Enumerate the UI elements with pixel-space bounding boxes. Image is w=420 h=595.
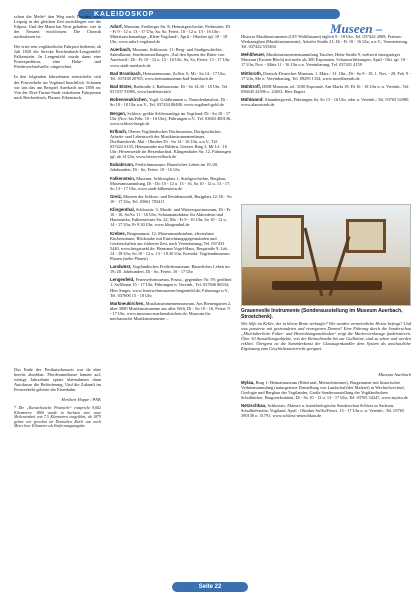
museum-entry: Klingenthal, Schlossstr. 3; Musik- und Wintersportmuseum, Di - Fr 10 - 16, So/So 11 - 16 Uhr; Schaumanufaktur für Akkordeon und Harmonika, Falkensteiner Str. 22; Mo - Fr 9 - 16 Uhr, So 10 - 12 u. 14 - 17 Uhr, Fr 9.30 Uhr, www.klingenthal.de bbox=[110, 207, 231, 228]
photo-caption-body: Wie hilfe im Keller, der in kleine Brote verkaufte? Wie wurden vermeintliche Hexen befragt? Und was passierte mit gestrandeten und verzogenen Damen? Eine Führung durch die Sonderschau „Mittelalterliche Folter- und Hinrichtungsmethoden“ zeigt die Marterwerkzeuge funktionieren. Über 30 Ausstellungsobjekte, von der Beinschraube bis zur Guillotine, sind zu sehen und werden erklärt. Übrigens ist die Sammlerkunst der Glasaugenkundler dem System als anschauliche Ergänzung zum Geschichtsunterricht geeignet. bbox=[241, 321, 411, 352]
left-paragraph-1: schon die Meile“ den Weg nach Dresden oder Leipzig in der gleichen Zeit zurücklegen wie die Eilpost. Und der Mann hat Wort gehalten, wie in der Neuzeit erschlossen. Die Chronik nachzulesen ist. bbox=[14, 14, 101, 40]
museum-entry: Mühlwand: Alaunbergwerk, Führungen Sa, So 13 - 16 Uhr, oder n. Vereinb.; Tel. 03765 52980, www.alaunwerk.de bbox=[241, 97, 410, 108]
museum-entry: Falkenstein, Museum, Schlossplatz 1; Stadtgeschichte, Bergbau, Museumssammlung, Di - Do 10 - 12 u. 13 - 16, Sa 10 - 12 u. 13 - 17, So 13 - 17 Uhr, www.stadt-falkenstein.de bbox=[110, 175, 231, 191]
museum-entry: Bad Brambach, Heimatmuseum, Zollstr. 6; Mi - Sa 14 - 17 Uhr, Tel. 037438 20765, www.heimatmuseum-bad-brambach.de bbox=[110, 70, 226, 81]
photo-exhibit-frame bbox=[256, 215, 304, 259]
museum-entry: Markneukirchen, Musikinstrumentenmuseum, Am Bienengarten 2, über 3000 Musikinstrumente aus aller Welt, Di - So 10 - 16, Feiert. 9 - 17 Uhr, www.museum-markneukirchen.de; Museum für mechanische Musikinstrumente – bbox=[110, 300, 232, 321]
museum-entry: Erlbach, Oberes Vogtländisches Dorfmuseum, Dorfgeschichte, Arbeits- und Lebenswelt der Musikinstrumentenbauer, Dorfhandwerk, Mai - Oktober Di - So 14 - 16 Uhr, u.n.V., Tel. 037422 6135; Heimatstube mit Bildern, Unterer Ring 3, Mi 14 - 16 Uhr; Hexenweide im Hexenbachtal, Klingenthaler Str. 12, Führungen tgl. ab 14 Uhr, www.hexen-erlbach.de bbox=[110, 128, 231, 160]
museum-entry: Adorf, Museum, Freiberger Str. 8; Heimatgeschichte, Perlmutter, Di - Fr 9 - 12 u. 13 - 17 Uhr, Sa, So, Feiert. 10 - 12 u. 13 - 16 Uhr; Miniaturschauanlage „Klein-Vogtland“, April - Oktober tgl. 10 - 18 Uhr, www.adorf-vogtland.de bbox=[110, 24, 230, 45]
museum-entry: Bergen, Schloss: größte Schlossanlage im Vogtland; Di - So 10 - 17 Uhr (Nov. bis Febr. 10 - 16 Uhr), Führungen n.V., Tel. 03663 400136, www.schloss-burgk.de bbox=[110, 110, 232, 126]
museum-exhibit-photo bbox=[241, 204, 411, 306]
museum-entry: Greiz, Museen der Schloss- und Residenzstadt, Burgplatz 12; Di - So 10 - 17 Uhr, Tel. 03661 703411 bbox=[110, 194, 232, 205]
section-title: KALEIDOSKOP bbox=[94, 10, 155, 18]
museum-entry: Krebes, Bergmannstr. 12; Museumsnähstuben, elevierbare Küchenräume, Blickstube mit Einrichtungsgegenständen und Geräteschaften aus früheren Zeit, nach Vereinbarung, Tel. 037433 5440, www.bergstuebl.de; Hermann Vogel-Haus, Bergstraße 9; Lek. 14 - 18 Uhr, So 10 - 12 u. 13 - 18.30 Uhr, Kontakt: Vogtlandmuseum Plauen (siehe Plauen) bbox=[110, 230, 230, 261]
museum-entry: Netzschkau, Schlossstr. Akteure u. kunstbiologische Sonderschau Schloss in Sachsen, Schulhöfestätte, Vogtland, April - Oktober Sa/So/Feiert. 13 - 17 Uhr u. n. Vereinb., Tel. 03765 390136 o. 31791, www.schloss-netzschkau.de bbox=[241, 403, 405, 419]
museum-entry: Lengenfeld, Feuerwehrmuseum, Postst.; gegenüber Nr. 59; geöffnet 1. Sa/Monat 15 - 17 Uhr, Führungen n. Vereinb., Tel. 037606 86534; Herr Singer, www.feuerwehrmuseum-lengenfeld.de; Fahrzeuge n.V., Tel. 037606 15 - 18 Uhr bbox=[110, 277, 232, 298]
section-header-bar bbox=[78, 9, 340, 19]
footnote: * Die „Kursächsische Postmeile“ entspricht 9,062 Kilometern. 1860 wurde in Sachsen eine neue Meileneinheit von 7,5 Kilometern eingeführt, ab 1875 gelten wie gewohnt im Deutschen Reich nur noch Meter bzw. Kilometer als Entfernungsangabe. bbox=[14, 405, 101, 429]
museum-entry: Mittlsroth, Deutsch-Deutsches Museum, 1. März - 31. Okt.; Di - So 9 - 18, 1. Nov. - 28. Feb. 9 - 17 Uhr, Mo n. Vereinbarung, Tel. 09295 1334, www.moedlareuth.de bbox=[241, 70, 411, 81]
museum-entry: Historia Musikinstruments (GIT Wohlhausen) täglich 9 - 18 Uhr, Tel. 037422 2869; Framus-Werkzeugbau (Musikinstrumente), Adorfer Straße 21; Di - Fr 10 - 16 Uhr, u.n.V., Vermieterung, Tel. 037422 555404 bbox=[241, 34, 408, 50]
photo-caption: Grauenvolle Instrumente (Sonderausstellung im Museum Auerbach, Stroetchenk). bbox=[241, 308, 403, 320]
museum-entry: Eubabrunn, Freilichtmuseum: Bäuerliches Leben im 19./20. Jahrhundert; Di - So, Feiert. 10 - 16 Uhr bbox=[110, 162, 219, 173]
museum-entry: Bad Elster, Badstraße 1; Badmuseum; Di - So 14.30 - 18 Uhr, Tel. 037437 53985, www.badelster.info bbox=[110, 84, 229, 95]
photo-caption-signature: Museum Auerbach bbox=[378, 372, 411, 377]
left-paragraph-4: Das Ende der Postkutschenzeit war da aber bereits absehbar. Pferdeomnibusse kamen auf, wenige Jahrzehnte später übernahmen dann Autobusse die Beförderung. Und die Zukunft im Fernverkehr gehörte der Eisenbahn. bbox=[14, 366, 101, 392]
article-signature: Heribert Hoppe / PNK bbox=[61, 396, 101, 402]
museum-entry: Bobenneukirchen, Vogtl. Goldbrunnen u. Naturdenkmalort, Di - So 10 - 18 Uhr u.n.V., Tel. 037434 80488, www.vogtland-gold.de bbox=[110, 97, 228, 108]
left-paragraph-3: In den folgenden Jahrzehnten entwickelte sich der Postverkehr im Vogtland beachtlich. Schauen wir uns das am Beispiel Auerbach um 1850 an: Von der Drei-Türme-Stadt verkehrten Fahrposten nach Reichenbach, Plauen, Eibenstock, bbox=[14, 74, 101, 100]
museum-entry: Landwüst, Vogtländisches Freilichtmuseum: Bäuerliches Leben im 19./20. Jahrhundert, Di - So, Feiert. 10 - 17 Uhr bbox=[110, 264, 230, 275]
photo-exhibit-frame bbox=[346, 219, 386, 253]
page-title: Museen – bbox=[330, 21, 383, 36]
middle-column bbox=[110, 24, 232, 324]
left-column-spacer bbox=[14, 105, 101, 367]
museum-entry: Mehltheuer, Musikinstrumentensammlung Taucher, Hohe Straße 9, weltweit einzigartiges Museum (Exoten-Blech) mit mehr als 300 Exponaten, Schauvorführungen, April - Okt. tgl. 10 - 17 Uhr, Nov. - März 11 - 16 Uhr u.n. Vereinbarung, Tel. 037431 4159 bbox=[241, 52, 408, 68]
museum-entry: Mühltroff, DDR-Museum, tel. 3100 Exponate, Am Markt 19; Di 16 - 18 Uhr u. n. Vereinb., Tel. 036645 22596 o. 22653, Herr Engert bbox=[241, 83, 410, 94]
page-number-bar bbox=[172, 582, 248, 592]
museum-entry: Auerbach, Museum, Schlossstr. 11; Berg- und Stadtgeschichte, Sakralkunst, Sonderausstellungen „Auf den Spuren der Ritter von Auerbach“, Di - Fr 10 - 12 u. 13 - 16 Uhr, Sa, So, Feiert. 13 - 17 Uhr, www.stadt-auerbach.de bbox=[110, 47, 231, 68]
page-number: Seite 22 bbox=[198, 584, 222, 590]
right-column-lower bbox=[241, 380, 411, 422]
left-paragraph-2: Die erste rein vogtländische Fahrpost bediente, ab Juli 1820 die Strecke Reichenbach-Lengenfeld-Falkenstein. In Lengenfeld wurde dann eine Postexpedition, eine Halte- und Pferdewechselstelle, eingerichtet. bbox=[14, 44, 101, 70]
museum-entry: Mylau, Burg 1: Heimatmuseum (Rittersaal, Meinschrimmer), Burgzimmer mit historischer Vedutensammlung (naturgetreue Darstellung von Landschaft/der Malerei) in Wechselwechsel, Geologie und Bergbau des Vogtlandes, Große Sonderausstellung der Vogtländischen Schulbücher, Burgwerkstätten, Di - So 10 - 12 u. 13 - 17 Uhr, Tel. 03765 34247, www.mylau.de bbox=[241, 380, 408, 401]
right-column bbox=[241, 34, 411, 111]
left-column bbox=[14, 14, 101, 434]
photo-exhibit-bench bbox=[272, 281, 382, 290]
